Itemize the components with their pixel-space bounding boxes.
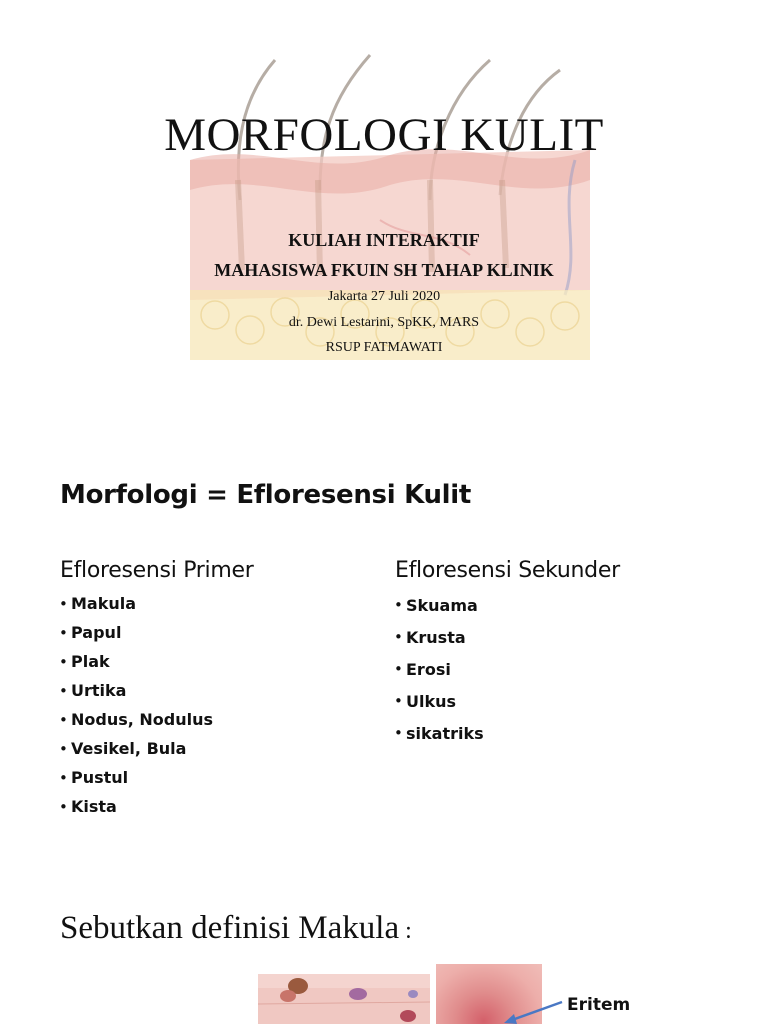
slide-title: MORFOLOGI KULIT <box>164 109 604 161</box>
title-slide <box>0 0 768 384</box>
list-item <box>60 589 253 618</box>
list-item <box>60 618 253 647</box>
bullet-icon: • <box>59 739 68 758</box>
bullet-icon: • <box>59 681 68 700</box>
list-item-label: Skuama <box>406 595 478 615</box>
list-item <box>60 792 253 821</box>
list-item-label: Makula <box>71 594 137 613</box>
primer-column <box>60 558 253 821</box>
bullet-icon: • <box>59 768 68 787</box>
list-item <box>60 734 253 763</box>
slide-title: Morfologi = Efloresensi Kulit <box>60 480 472 510</box>
list-item-label: Nodus, Nodulus <box>71 710 214 729</box>
bullet-icon: • <box>59 710 68 729</box>
skin-block-illustration <box>258 974 430 1024</box>
list-item <box>395 621 620 653</box>
course-label: KULIAH INTERAKTIF <box>288 230 480 250</box>
list-item <box>60 676 253 705</box>
audience-label: MAHASISWA FKUIN SH TAHAP KLINIK <box>214 260 554 280</box>
arrow-icon <box>500 996 566 1024</box>
bullet-icon: • <box>394 724 403 742</box>
list-item <box>60 647 253 676</box>
bullet-icon: • <box>59 797 68 816</box>
list-item-label: Vesikel, Bula <box>71 739 187 758</box>
list-item-label: Plak <box>71 652 110 671</box>
sekunder-heading: Efloresensi Sekunder <box>395 558 620 583</box>
sekunder-column <box>395 558 620 749</box>
bullet-icon: • <box>59 623 68 642</box>
list-item-label: sikatriks <box>406 723 484 743</box>
presenter-label: dr. Dewi Lestarini, SpKK, MARS <box>288 315 480 330</box>
makula-slide <box>0 878 768 1024</box>
list-item <box>395 653 620 685</box>
list-item-label: Kista <box>71 797 117 816</box>
bullet-icon: • <box>59 594 68 613</box>
list-item-label: Papul <box>71 623 122 642</box>
bullet-icon: • <box>394 596 403 614</box>
efloresensi-slide <box>0 456 768 856</box>
slide-title-text: Sebutkan definisi Makula <box>60 910 400 946</box>
list-item <box>395 685 620 717</box>
list-item-label: Krusta <box>406 627 466 647</box>
bullet-icon: • <box>394 692 403 710</box>
date-label: Jakarta 27 Juli 2020 <box>327 289 441 304</box>
title-colon: : <box>405 918 412 944</box>
list-item <box>395 589 620 621</box>
list-item-label: Urtika <box>71 681 127 700</box>
eritem-label: Eritem <box>567 995 631 1015</box>
list-item-label: Pustul <box>71 768 129 787</box>
primer-heading: Efloresensi Primer <box>60 558 254 583</box>
list-item <box>395 717 620 749</box>
sekunder-list <box>395 589 620 749</box>
bullet-icon: • <box>394 628 403 646</box>
list-item <box>60 763 253 792</box>
list-item <box>60 705 253 734</box>
list-item-label: Ulkus <box>406 691 457 711</box>
list-item-label: Erosi <box>406 659 451 679</box>
institution-label: RSUP FATMAWATI <box>325 340 443 355</box>
bullet-icon: • <box>59 652 68 671</box>
slide-title <box>60 910 412 947</box>
bullet-icon: • <box>394 660 403 678</box>
primer-list <box>60 589 253 821</box>
